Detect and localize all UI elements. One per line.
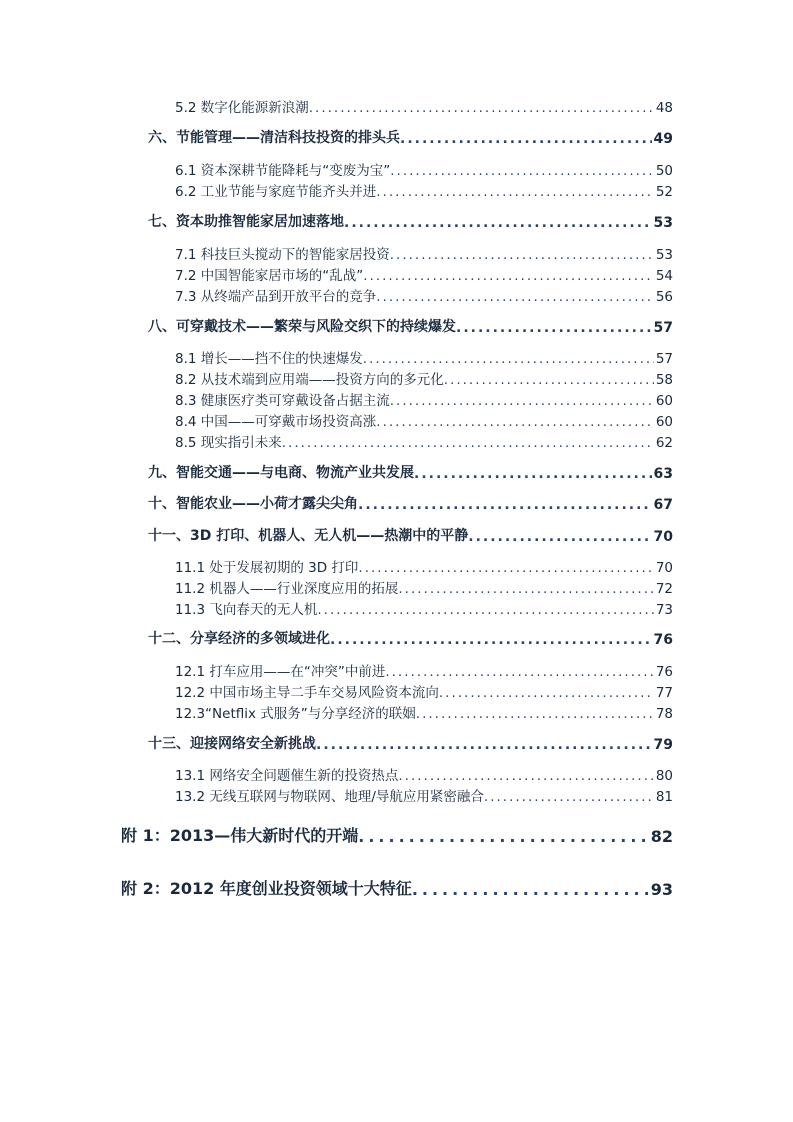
toc-entry-title: 附 2：2012 年度创业投资领域十大特征 <box>121 879 412 898</box>
toc-entry-page-number: 60 <box>655 393 673 409</box>
toc-entry-title: 七、资本助推智能家居加速落地 <box>148 214 344 230</box>
toc-appendix-entry[interactable] <box>121 876 673 899</box>
toc-entry-page-number: 72 <box>655 581 673 597</box>
toc-entry-title: 12.2 中国市场主导二手车交易风险资本流向 <box>175 685 439 701</box>
toc-entry-title: 六、节能管理——清洁科技投资的排头兵 <box>148 130 400 146</box>
toc-entry-page-number: 49 <box>653 131 673 147</box>
toc-subsection-entry[interactable] <box>175 264 673 284</box>
toc-entry-title: 九、智能交通——与电商、物流产业共发展 <box>148 465 414 481</box>
toc-subsection-entry[interactable] <box>175 96 673 116</box>
toc-chapter-entry[interactable] <box>148 127 673 147</box>
toc-subsection-entry[interactable] <box>175 556 673 576</box>
toc-entry-page-number: 70 <box>653 529 673 545</box>
toc-subsection-entry[interactable] <box>175 159 673 179</box>
toc-entry-page-number: 77 <box>655 685 673 701</box>
toc-entry-page-number: 57 <box>653 320 673 336</box>
toc-dot-leader <box>400 131 652 147</box>
toc-chapter-entry[interactable] <box>148 316 673 336</box>
toc-dot-leader <box>344 215 652 231</box>
toc-entry-title: 6.2 工业节能与家庭节能齐头并进 <box>175 184 377 200</box>
toc-entry-page-number: 62 <box>655 435 673 451</box>
toc-appendix-entry[interactable] <box>121 823 673 846</box>
toc-entry-title: 十二、分享经济的多领域进化 <box>148 631 330 647</box>
toc-dot-leader <box>363 268 654 284</box>
toc-chapter-entry[interactable] <box>148 211 673 231</box>
toc-entry-title: 8.2 从技术端到应用端——投资方向的多元化 <box>175 372 444 388</box>
toc-entry-page-number: 70 <box>655 560 673 576</box>
toc-entry-page-number: 63 <box>653 466 673 482</box>
toc-dot-leader <box>358 560 653 576</box>
toc-chapter-entry[interactable] <box>148 493 673 513</box>
toc-entry-page-number: 54 <box>655 268 673 284</box>
toc-entry-title: 11.1 处于发展初期的 3D 打印 <box>175 560 359 576</box>
toc-chapter-entry[interactable] <box>148 733 673 753</box>
toc-dot-leader <box>390 393 654 409</box>
toc-subsection-entry[interactable] <box>175 347 673 367</box>
toc-entry-title: 八、可穿戴技术——繁荣与风险交织下的持续爆发 <box>148 319 456 335</box>
toc-entry-title: 7.1 科技巨头搅动下的智能家居投资 <box>175 247 390 263</box>
toc-subsection-entry[interactable] <box>175 180 673 200</box>
toc-entry-page-number: 76 <box>655 664 673 680</box>
toc-subsection-entry[interactable] <box>175 660 673 680</box>
toc-dot-leader <box>363 351 654 367</box>
toc-dot-leader <box>309 100 654 116</box>
toc-entry-page-number: 56 <box>655 289 673 305</box>
toc-dot-leader <box>358 827 648 846</box>
toc-subsection-entry[interactable] <box>175 577 673 597</box>
toc-entry-title: 13.2 无线互联网与物联网、地理/导航应用紧密融合 <box>175 789 484 805</box>
toc-entry-title: 8.4 中国——可穿戴市场投资高涨 <box>175 414 377 430</box>
toc-subsection-entry[interactable] <box>175 243 673 263</box>
toc-entry-page-number: 76 <box>653 632 673 648</box>
toc-entry-page-number: 52 <box>655 184 673 200</box>
toc-entry-title: 12.1 打车应用——在“冲突”中前进 <box>175 664 386 680</box>
toc-entry-page-number: 79 <box>653 737 673 753</box>
toc-entry-title: 11.2 机器人——行业深度应用的拓展 <box>175 581 399 597</box>
toc-subsection-entry[interactable] <box>175 764 673 784</box>
toc-dot-leader <box>330 632 652 648</box>
toc-entry-title: 5.2 数字化能源新浪潮 <box>175 100 309 116</box>
toc-dot-leader <box>282 435 654 451</box>
toc-entry-title: 8.3 健康医疗类可穿戴设备占据主流 <box>175 393 390 409</box>
toc-entry-title: 十一、3D 打印、机器人、无人机——热潮中的平静 <box>148 528 469 544</box>
toc-subsection-entry[interactable] <box>175 785 673 805</box>
toc-entry-page-number: 81 <box>655 789 673 805</box>
toc-dot-leader <box>484 789 654 805</box>
toc-entry-page-number: 80 <box>655 768 673 784</box>
toc-subsection-entry[interactable] <box>175 410 673 430</box>
toc-dot-leader <box>376 184 654 200</box>
toc-entry-page-number: 93 <box>650 880 673 899</box>
toc-entry-title: 8.5 现实指引未来 <box>175 435 282 451</box>
toc-dot-leader <box>358 497 652 513</box>
toc-entry-title: 11.3 飞向春天的无人机 <box>175 602 318 618</box>
toc-chapter-entry[interactable] <box>148 462 673 482</box>
toc-entry-page-number: 67 <box>653 497 673 513</box>
toc-chapter-entry[interactable] <box>148 628 673 648</box>
toc-entry-page-number: 50 <box>655 163 673 179</box>
toc-entry-page-number: 53 <box>653 215 673 231</box>
toc-subsection-entry[interactable] <box>175 368 673 388</box>
toc-entry-page-number: 73 <box>655 602 673 618</box>
toc-subsection-entry[interactable] <box>175 389 673 409</box>
toc-entry-title: 附 1：2013—伟大新时代的开端 <box>121 826 359 845</box>
toc-entry-page-number: 53 <box>655 247 673 263</box>
toc-dot-leader <box>385 664 653 680</box>
toc-entry-title: 7.2 中国智能家居市场的“乱战” <box>175 268 364 284</box>
toc-entry-title: 7.3 从终端产品到开放平台的竞争 <box>175 289 377 305</box>
toc-entry-page-number: 82 <box>650 827 673 846</box>
toc-dot-leader <box>439 685 654 701</box>
toc-dot-leader <box>390 163 654 179</box>
toc-entry-page-number: 48 <box>655 100 673 116</box>
toc-entry-page-number: 57 <box>655 351 673 367</box>
toc-dot-leader <box>376 289 654 305</box>
toc-entry-page-number: 60 <box>655 414 673 430</box>
toc-dot-leader <box>456 320 652 336</box>
toc-dot-leader <box>376 414 654 430</box>
toc-entry-page-number: 78 <box>655 706 673 722</box>
toc-subsection-entry[interactable] <box>175 431 673 451</box>
toc-subsection-entry[interactable] <box>175 598 673 618</box>
toc-subsection-entry[interactable] <box>175 285 673 305</box>
toc-dot-leader <box>416 706 654 722</box>
toc-entry-page-number: 58 <box>655 372 673 388</box>
toc-dot-leader <box>316 737 652 753</box>
toc-dot-leader <box>398 581 653 597</box>
toc-entry-title: 十、智能农业——小荷才露尖尖角 <box>148 496 358 512</box>
toc-dot-leader <box>412 880 649 899</box>
toc-entry-title: 6.1 资本深耕节能降耗与“变废为宝” <box>175 163 391 179</box>
toc-subsection-entry[interactable] <box>175 702 673 722</box>
toc-dot-leader <box>317 602 653 618</box>
toc-dot-leader <box>468 529 651 545</box>
toc-entry-title: 十三、迎接网络安全新挑战 <box>148 736 316 752</box>
toc-chapter-entry[interactable] <box>148 525 673 545</box>
toc-subsection-entry[interactable] <box>175 681 673 701</box>
toc-entry-title: 13.1 网络安全问题催生新的投资热点 <box>175 768 399 784</box>
toc-dot-leader <box>444 372 654 388</box>
toc-entry-title: 8.1 增长——挡不住的快速爆发 <box>175 351 363 367</box>
toc-dot-leader <box>390 247 654 263</box>
toc-dot-leader <box>398 768 653 784</box>
toc-entry-title: 12.3“Netflix 式服务”与分享经济的联姻 <box>175 706 416 722</box>
toc-dot-leader <box>414 466 652 482</box>
